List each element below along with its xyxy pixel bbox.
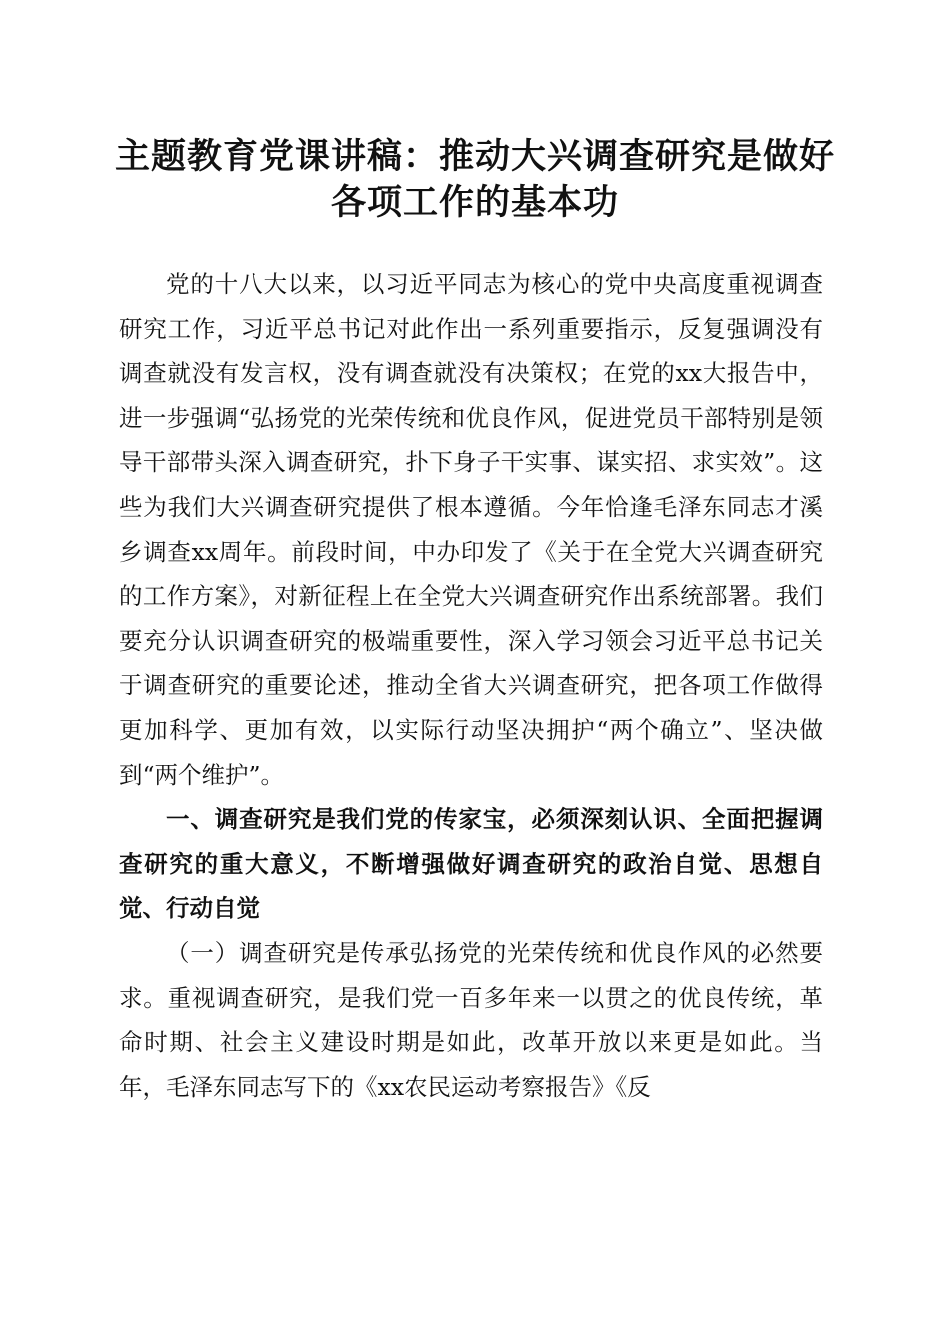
intro-paragraph: 党的十八大以来，以习近平同志为核心的党中央高度重视调查研究工作，习近平总书记对此作出一系列重要指示，反复强调没有调查就没有发言权，没有调查就没有决策权；在党的xx大报告中，进一步强调“弘扬党的光荣传统和优良作风，促进党员干部特别是领导干部带头深入调查研究，扑下身子干实事、谋实招、求实效”。这些为我们大兴调查研究提供了根本遵循。今年恰逢毛泽东同志才溪乡调查xx周年。前段时间，中办印发了《关于在全党大兴调查研究的工作方案》，对新征程上在全党大兴调查研究作出系统部署。我们要充分认识调查研究的极端重要性，深入学习领会习近平总书记关于调查研究的重要论述，推动全省大兴调查研究，把各项工作做得更加科学、更加有效，以实际行动坚决拥护“两个确立”、坚决做到“两个维护”。 [119,270,823,789]
title-line-1: 主题教育党课讲稿：推动大兴调查研究是做好 [114,136,835,177]
section-heading-1: 一、调查研究是我们党的传家宝，必须深刻认识、全面把握调查研究的重大意义，不断增强做好调查研究的政治自觉、思想自觉、行动自觉 [119,805,823,923]
subsection-paragraph-1: （一）调查研究是传承弘扬党的光荣传统和优良作风的必然要求。重视调查研究，是我们党一百多年来一以贯之的优良传统，革命时期、社会主义建设时期是如此，改革开放以来更是如此。当年，毛泽东同志写下的《xx农民运动考察报告》《反 [119,938,823,1101]
title-line-2: 各项工作的基本功 [330,182,619,223]
document-body [119,262,823,1109]
document-title [100,134,850,226]
